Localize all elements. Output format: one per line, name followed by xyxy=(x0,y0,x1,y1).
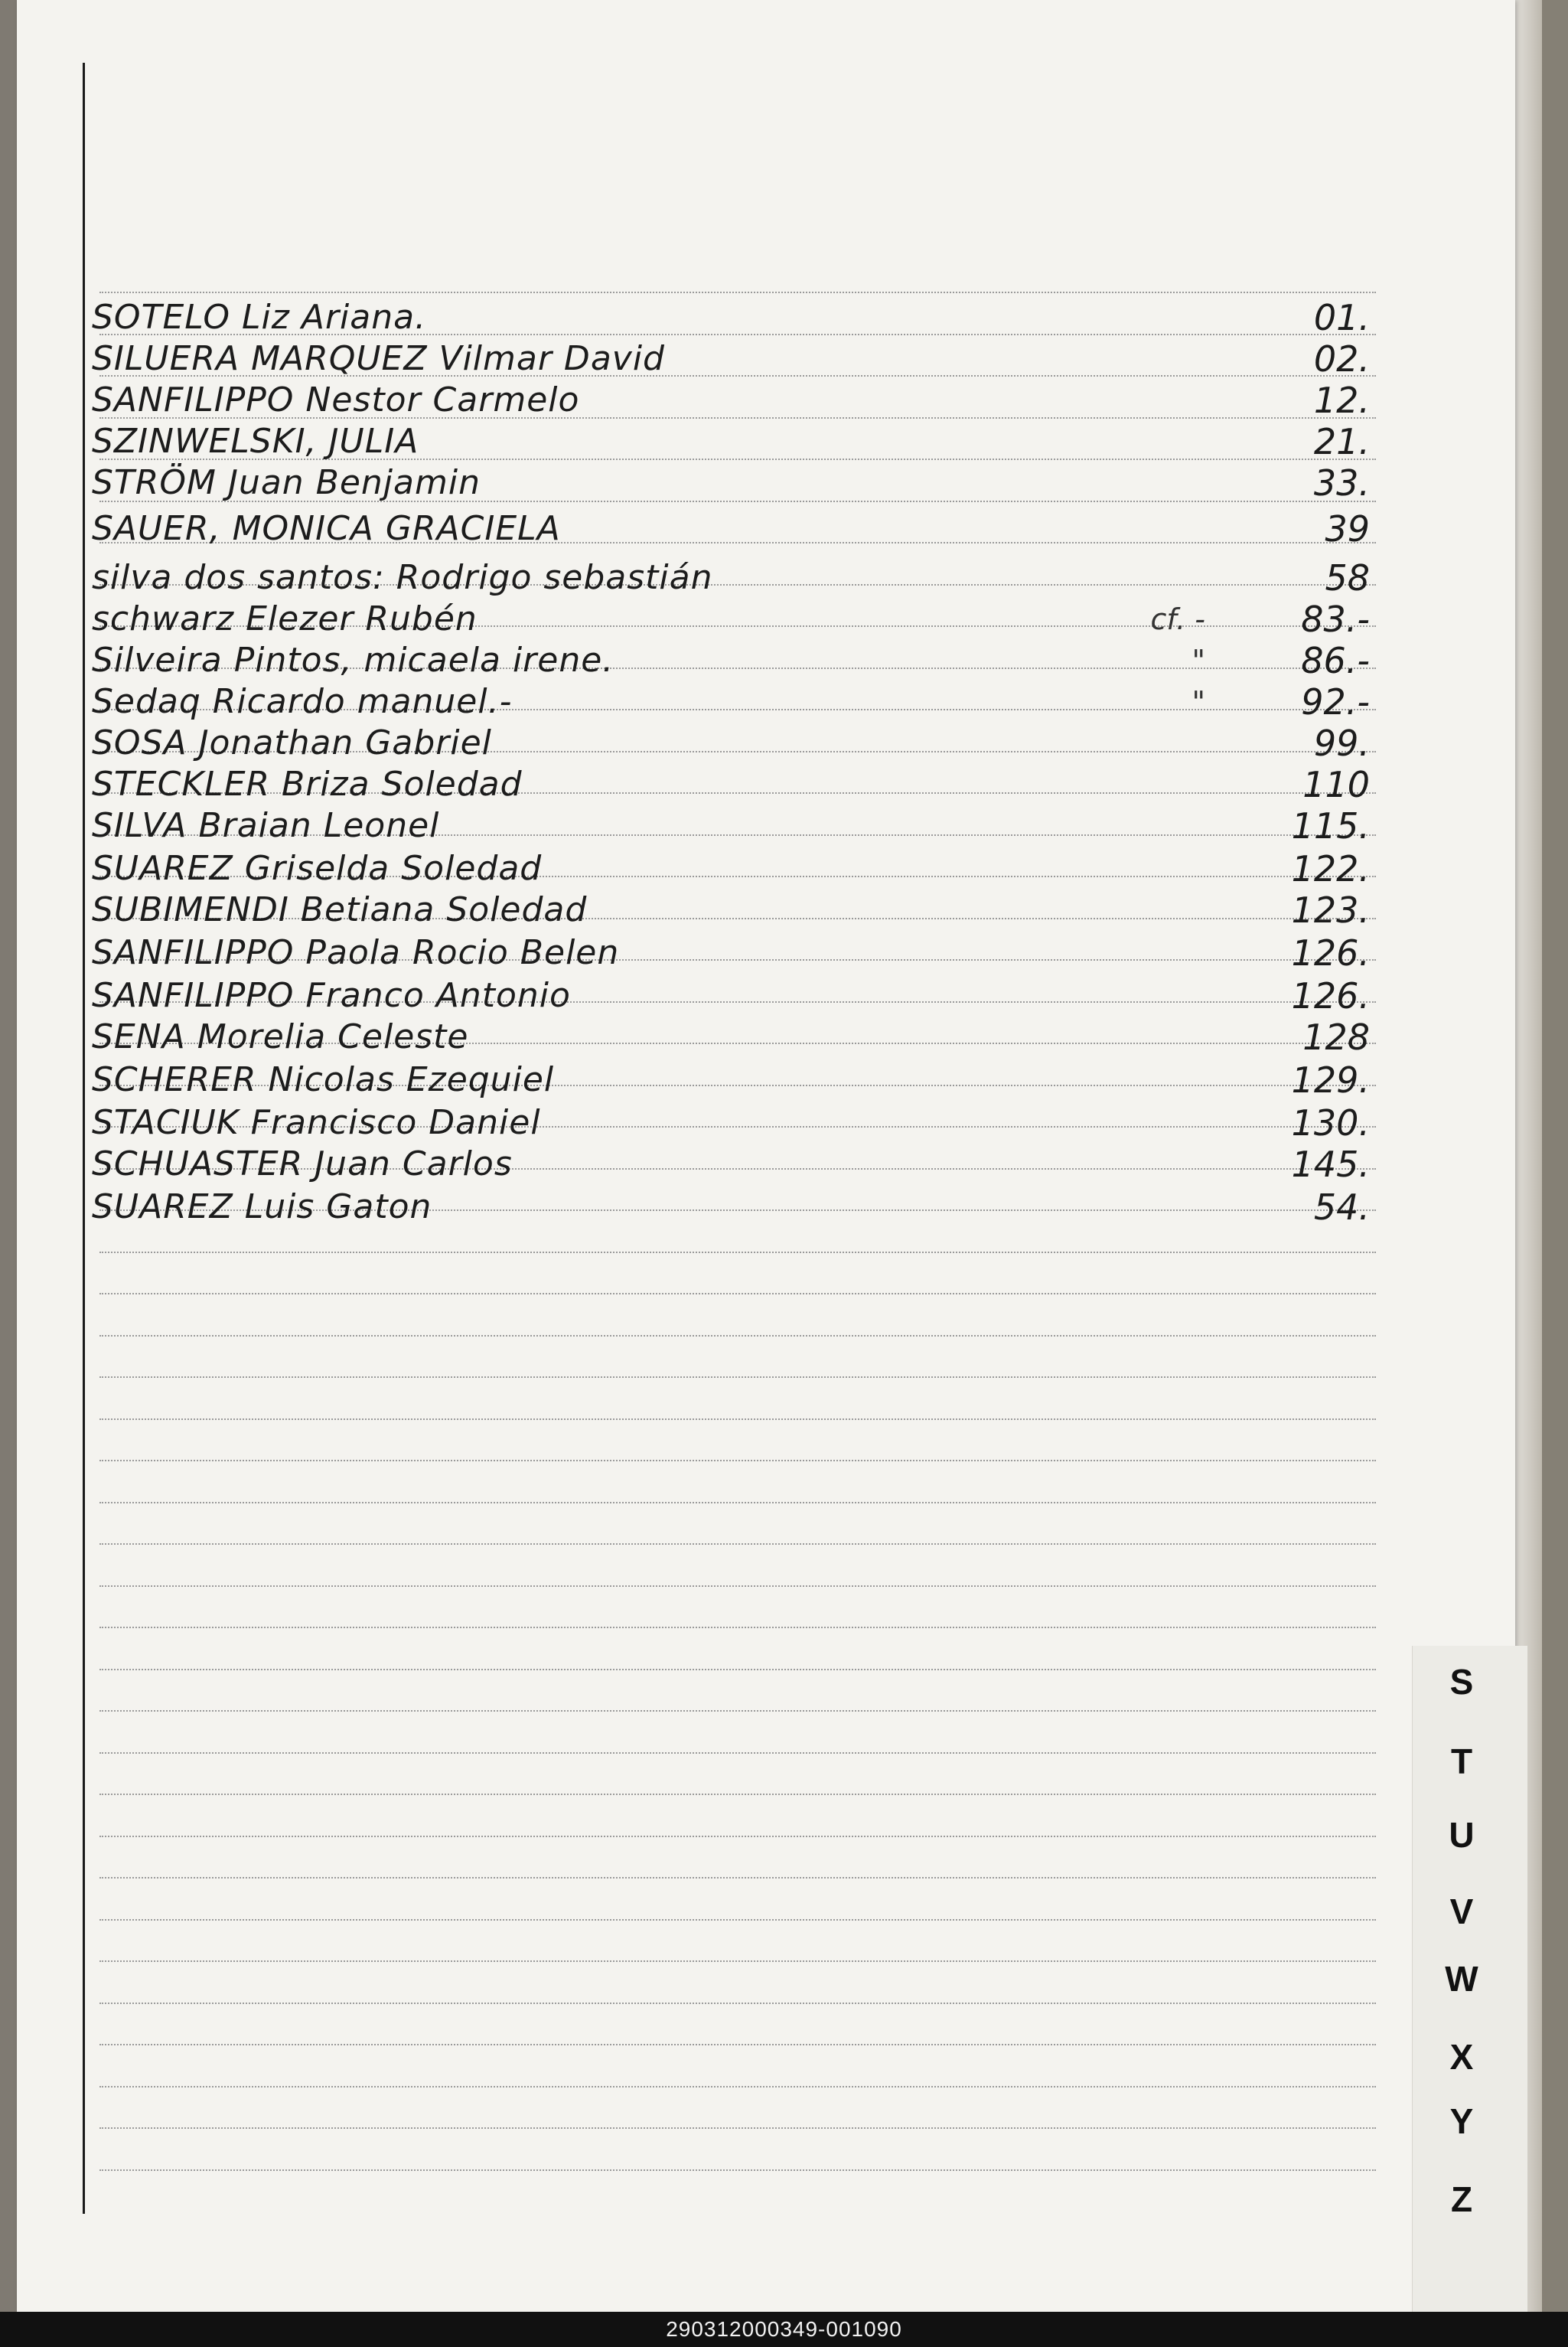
entry-number: 58 xyxy=(1325,557,1370,599)
entry-number: 126. xyxy=(1291,932,1370,974)
entry-row xyxy=(0,890,1568,931)
entry-note: cf. - xyxy=(1150,602,1205,636)
entry-number: 145. xyxy=(1291,1144,1370,1185)
entry-number: 130. xyxy=(1291,1102,1370,1144)
index-tab-t[interactable]: T xyxy=(1450,1741,1473,1781)
index-tab-s[interactable]: S xyxy=(1449,1662,1474,1702)
entry-row xyxy=(0,805,1568,847)
entry-number: 12. xyxy=(1313,380,1370,421)
entry-row xyxy=(0,723,1568,764)
entry-row xyxy=(0,297,1568,338)
entry-name: STECKLER Briza Soledad xyxy=(92,765,523,804)
entry-name: SANFILIPPO Nestor Carmelo xyxy=(92,380,580,419)
entry-name: Sedaq Ricardo manuel.- xyxy=(92,682,513,721)
entry-row xyxy=(0,1059,1568,1101)
entry-number: 39 xyxy=(1325,508,1370,550)
entry-number: 123. xyxy=(1291,890,1370,931)
entry-name: SILVA Braian Leonel xyxy=(92,806,440,845)
entry-number: 02. xyxy=(1313,338,1370,380)
entry-row xyxy=(0,338,1568,380)
entry-row xyxy=(0,508,1568,550)
entry-row xyxy=(0,380,1568,421)
entry-name: SZINWELSKI, JULIA xyxy=(92,422,419,461)
entry-row xyxy=(0,557,1568,599)
entry-name: SCHUASTER Juan Carlos xyxy=(92,1144,513,1183)
entry-number: 86.- xyxy=(1301,640,1370,681)
entry-row xyxy=(0,932,1568,974)
entry-row xyxy=(0,848,1568,890)
entry-row xyxy=(0,640,1568,681)
entry-row xyxy=(0,462,1568,504)
entry-number: 33. xyxy=(1313,462,1370,504)
entry-name: SAUER, MONICA GRACIELA xyxy=(92,509,561,548)
entry-note: " xyxy=(1191,685,1205,719)
footer-bar xyxy=(0,2312,1568,2347)
entry-row xyxy=(0,1017,1568,1058)
index-tab-u[interactable]: U xyxy=(1449,1815,1475,1855)
entry-row xyxy=(0,599,1568,640)
index-tab-z[interactable]: Z xyxy=(1450,2179,1473,2219)
entry-number: 129. xyxy=(1291,1059,1370,1101)
entry-name: Silveira Pintos, micaela irene. xyxy=(92,641,614,680)
index-tab-x[interactable]: X xyxy=(1449,2037,1474,2077)
entry-name: SCHERER Nicolas Ezequiel xyxy=(92,1060,555,1099)
entry-row xyxy=(0,975,1568,1017)
entry-name: STACIUK Francisco Daniel xyxy=(92,1103,541,1142)
entry-number: 54. xyxy=(1313,1187,1370,1228)
entry-name: STRÖM Juan Benjamin xyxy=(92,463,481,502)
entry-number: 115. xyxy=(1291,805,1370,847)
entry-name: SUBIMENDI Betiana Soledad xyxy=(92,890,588,929)
entry-row xyxy=(0,681,1568,723)
entry-row xyxy=(0,1102,1568,1144)
index-tab-y[interactable]: Y xyxy=(1449,2101,1474,2141)
entry-name: SENA Morelia Celeste xyxy=(92,1017,469,1056)
entry-note: " xyxy=(1191,644,1205,677)
entry-name: schwarz Elezer Rubén xyxy=(92,599,478,638)
entry-name: SOTELO Liz Ariana. xyxy=(92,298,427,337)
entry-row xyxy=(0,1144,1568,1185)
entry-row xyxy=(0,1187,1568,1228)
entry-name: SOSA Jonathan Gabriel xyxy=(92,723,492,762)
entry-number: 92.- xyxy=(1301,681,1370,723)
entry-row xyxy=(0,764,1568,805)
entry-number: 126. xyxy=(1291,975,1370,1017)
entry-name: SUAREZ Griselda Soledad xyxy=(92,849,543,888)
entry-number: 01. xyxy=(1313,297,1370,338)
entry-number: 128 xyxy=(1302,1017,1370,1058)
entry-name: SUAREZ Luis Gaton xyxy=(92,1187,432,1226)
entry-number: 21. xyxy=(1313,421,1370,462)
image-id-label: 290312000349-001090 xyxy=(666,2317,902,2341)
entry-number: 110 xyxy=(1302,764,1370,805)
entry-name: SILUERA MARQUEZ Vilmar David xyxy=(92,339,665,378)
entry-number: 99. xyxy=(1313,723,1370,764)
entry-name: silva dos santos: Rodrigo sebastián xyxy=(92,558,713,597)
entry-number: 122. xyxy=(1291,848,1370,890)
entry-number: 83.- xyxy=(1301,599,1370,640)
index-tab-v[interactable]: V xyxy=(1449,1892,1474,1931)
entry-name: SANFILIPPO Franco Antonio xyxy=(92,976,571,1015)
entry-name: SANFILIPPO Paola Rocio Belen xyxy=(92,933,620,972)
index-tab-w[interactable]: W xyxy=(1445,1959,1478,1999)
entry-row xyxy=(0,421,1568,462)
